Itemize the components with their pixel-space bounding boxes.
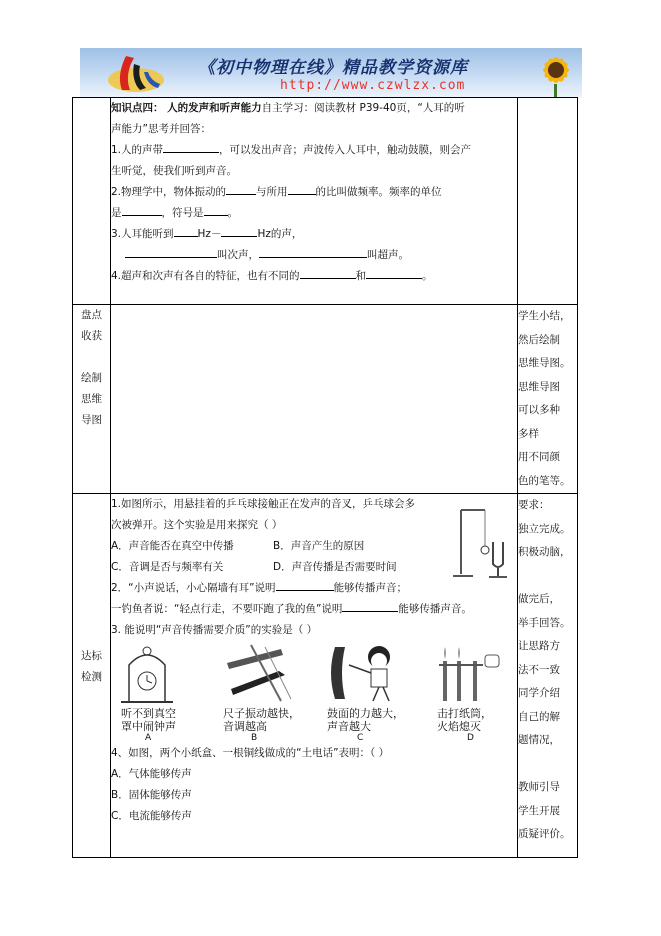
table-row xyxy=(73,98,578,305)
answer-blank[interactable] xyxy=(221,224,257,237)
requirement-note-cell: 要求： 独立完成。 积极动脑， 做完后， 举手回答。 让思路方 法不一致 同学介绍 自己的解 题情况， 教师引导 学生开展 质疑评价。 xyxy=(518,494,578,858)
answer-blank[interactable] xyxy=(204,203,228,216)
answer-blank[interactable] xyxy=(288,182,316,195)
tuning-fork-figure xyxy=(451,502,511,582)
empty-cell xyxy=(73,98,111,305)
banner-title: 《初中物理在线》精品教学资源库 xyxy=(198,58,468,78)
answer-blank[interactable] xyxy=(342,599,398,612)
bell-jar-figure xyxy=(117,641,177,705)
empty-cell xyxy=(518,98,578,305)
header-banner xyxy=(80,48,582,98)
sunflower-icon xyxy=(526,48,582,98)
summary-note-cell: 学生小结， 然后绘制 思维导图。 思维导图 可以多种 多样 用不同颜 色的笔等。 xyxy=(518,305,578,494)
answer-blank[interactable] xyxy=(163,140,219,153)
test-questions-cell: 1.如图所示，用悬挂着的乒乓球接触正在发声的音叉，乒乓球会多 次被弹开。这个实验是用来探究（ ） A．声音能否在真空中传播 B．声音产生的原因 C．音调是否与频率有关 D．声音传播是否需要时间 2．“小声说话，小心隔墙有耳”说明 能够传播声音； 一钓鱼者说：“轻点行走，不要吓跑了我的鱼”说明 能够传播声音。 3. 能说明“声音传播需要介质”的实验是（ ） 听不到真空 罩中闹钟声 A 尺子振动越快， 音调越高 B 鼓面的力越大， 声音越大 C 击打纸筒， 火焰熄灭 D 4、如图，两个小纸盒、一根铜线做成的“土电话”表明：（ ） A．气体能够传声 B．固体能够传声 C．电流能够传声 xyxy=(111,494,518,858)
answer-blank[interactable] xyxy=(300,266,356,279)
ruler-figure xyxy=(221,641,301,705)
table-row xyxy=(73,305,578,494)
knowledge-point-cell: 知识点四： 人的发声和听声能力自主学习：阅读教材 P39-40页，“人耳的听 声能力”思考并回答： 1.人的声带 ，可以发出声音；声波传入人耳中，触动鼓膜，则会产 生听觉，使我们听到声音。 2.物理学中，物体振动的 与所用 的比叫做频率。频率的单位 是 ，符号是 。 3.人耳能听到 Hz－ Hz的声， 叫次声， 叫超声。 4.超声和次声有各自的特征，也有不同的 和 。 xyxy=(111,98,518,305)
banner-url: http://www.czwlzx.com xyxy=(280,78,466,93)
answer-blank[interactable] xyxy=(226,182,256,195)
table-row xyxy=(73,494,578,858)
answer-blank[interactable] xyxy=(276,578,334,591)
test-label-cell: 达标 检测 xyxy=(73,494,111,858)
candle-figure xyxy=(433,641,503,705)
mind-map-area[interactable] xyxy=(111,305,518,494)
site-logo-icon xyxy=(104,50,168,96)
summary-label-cell: 盘点 收获 绘制 思维 导图 xyxy=(73,305,111,494)
answer-blank[interactable] xyxy=(122,203,162,216)
experiment-figures: 听不到真空 罩中闹钟声 A 尺子振动越快， 音调越高 B 鼓面的力越大， 声音越大 C 击打纸筒， 火焰熄灭 D xyxy=(111,641,517,743)
answer-blank[interactable] xyxy=(174,224,198,237)
knowledge-heading: 知识点四： 人的发声和听声能力 xyxy=(111,102,262,114)
answer-blank[interactable] xyxy=(259,245,367,258)
lesson-table xyxy=(72,97,578,858)
answer-blank[interactable] xyxy=(125,245,217,258)
answer-blank[interactable] xyxy=(366,266,422,279)
drum-figure xyxy=(325,641,409,705)
